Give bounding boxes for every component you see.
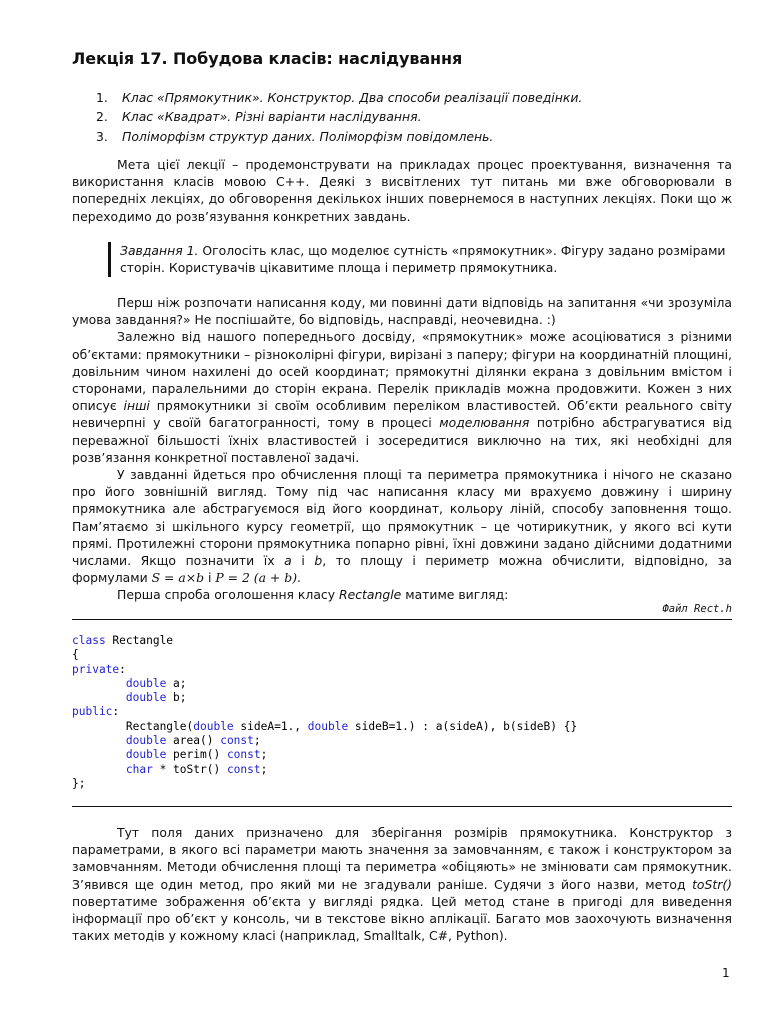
keyword: public: [72, 705, 113, 719]
keyword: const: [220, 734, 254, 748]
text-run: Залежно від нашого попереднього досвіду, «прямокутник» може асоціюватися з різними об’єктами: прямокутники – різноколірні фігури, вирізані з паперу; фігури на координатній площині, довільним чином нахилені до осей координат; прямокутні ділянки екрана з довільним вмістом і сторонами, паралельними до сторін екрана. Перелік прикладів можна продовжити. Кожен з них описує: [72, 329, 732, 414]
text-run: Перша спроба оголошення класу: [117, 587, 340, 603]
area-formula: S = a×b: [151, 570, 205, 586]
paragraph: Перш ніж розпочати написання коду, ми повинні дати відповідь на запитання «чи зрозуміла умова завдання?» Не поспішайте, бо відповідь, насправді, неочевидна. :): [72, 295, 732, 328]
method-name: toStr(): [692, 876, 732, 892]
keyword: class: [72, 634, 106, 647]
emphasis: інші: [123, 398, 150, 414]
code-text: Rectangle(: [125, 719, 194, 733]
code-text: * toStr(): [152, 762, 227, 776]
code-text: Rectangle: [105, 634, 174, 647]
outline-item: [72, 107, 582, 126]
paragraph: [72, 466, 732, 586]
task-text: Оголосіть клас, що моделює сутність «прямокутник». Фігуру задано розмірами сторін. Користувачів цікавитиме площа і периметр прямокутника.: [120, 243, 726, 276]
keyword: double: [125, 676, 167, 690]
keyword: private: [72, 662, 120, 676]
emphasis: моделювання: [439, 415, 530, 431]
outline-number: 3.: [96, 128, 108, 144]
keyword: const: [226, 748, 261, 762]
code-text: :: [119, 662, 126, 676]
outline-item: [72, 88, 582, 107]
keyword: double: [125, 748, 167, 762]
page-number: 1: [722, 966, 730, 980]
code-listing: [72, 634, 577, 791]
code-top-rule: [72, 619, 732, 620]
lecture-outline: [72, 88, 582, 146]
text-run: , то площу і периметр можна обчислити, відповідно, за формулами: [72, 553, 732, 586]
keyword: double: [125, 691, 167, 705]
main-text: [72, 294, 732, 604]
code-bottom-rule: [72, 806, 732, 807]
variable: b: [314, 553, 323, 569]
keyword: double: [193, 719, 234, 733]
keyword: double: [125, 734, 167, 748]
intro-paragraph: Мета цієї лекції – продемонструвати на прикладах процес проектування, визначення та використання класів мовою С++. Деякі з висвітлених тут питань ми вже обговорювали в попередніх лекціях, до обговорення декількох інших повернемося в наступних лекціях. Поки що ж переходимо до розв’язування конкретних завдань.: [72, 157, 732, 224]
code-text: a;: [166, 676, 187, 690]
text-run: прямокутники зі своїм особливим переліком властивостей. Об’єкти реального світу невичерпні у своїй багатогранності, тому в процесі: [72, 398, 732, 431]
text-run: повертатиме зображення об’єкта у вигляді рядка. Цей метод стане в пригоді для виведення інформації про об’єкт у консоль, чи в текстове вікно аплікації. Багато мов заохочують визначення таких методів у кожному класі (наприклад, Smalltalk, C#, Python).: [72, 893, 732, 944]
task-box: [108, 242, 730, 277]
code-text: sideB=1.) : a(sideA), b(sideB) {}: [348, 719, 578, 733]
keyword: double: [307, 719, 349, 733]
text-run: потрібно абстрагуватися від переважної більшості їхніх властивостей і зосередитися виключно на тих, які необхідні для розв’язання конкретної поставленої задачі.: [72, 415, 732, 465]
page-title: Лекція 17. Побудова класів: наслідування: [72, 49, 463, 68]
paragraph: [72, 824, 732, 944]
code-text: ;: [253, 734, 261, 748]
text-run: .: [297, 570, 301, 586]
text-run: і: [204, 570, 216, 586]
text-run: матиме вигляд:: [401, 587, 509, 603]
text-run: У завданні йдеться про обчислення площі та периметра прямокутника і нічого не сказано про його зовнішній вигляд. Тому під час написання класу ми врахуємо довжину і ширину прямокутника але абстрагуємося від його координат, кольору ліній, способу заповнення тощо. Пам’ятаємо зі шкільного курсу геометрії, що прямокутник – це чотирикутник, у якого всі кути прямі. Протилежні сторони прямокутника попарно рівні, їхні довжини задано дійсними додатними числами. Якщо позначити їх: [72, 467, 732, 569]
keyword: char: [125, 762, 153, 776]
outline-number: 1.: [96, 90, 108, 105]
code-text: area(): [166, 734, 221, 748]
keyword: const: [226, 762, 261, 776]
code-text: b;: [166, 691, 187, 705]
code-text: ;: [260, 748, 268, 762]
file-label: Файл Rect.h: [662, 603, 732, 615]
paragraph: [72, 586, 732, 603]
text-run: і: [291, 553, 315, 569]
text-run: Тут поля даних призначено для зберігання розмірів прямокутника. Конструктор з параметрами, в якого всі параметри мають значення за замовчанням, є також і конструктором за замовчанням. Методи обчислення площі та периметра «обіцяють» не змінювати сам прямокутник. З’явився ще один метод, про який ми не згадували раніше. Судячи з його назви, метод: [72, 825, 732, 892]
outline-text: Клас «Прямокутник». Конструктор. Два способи реалізації поведінки.: [122, 90, 583, 105]
code-text: {: [72, 648, 79, 662]
code-text: perim(): [166, 748, 227, 762]
code-text: :: [112, 705, 120, 719]
class-name: Rectangle: [339, 587, 402, 603]
code-text: ;: [260, 762, 268, 776]
outline-text: Поліморфізм структур даних. Поліморфізм повідомлень.: [122, 128, 494, 144]
code-text: sideA=1.,: [233, 719, 308, 733]
variable: a: [284, 553, 292, 569]
task-label: Завдання 1.: [120, 243, 199, 258]
paragraph: [72, 328, 732, 466]
outline-item: [72, 127, 582, 146]
code-text: };: [72, 776, 86, 790]
outline-number: 2.: [96, 109, 108, 125]
outline-text: Клас «Квадрат». Різні варіанти наслідування.: [122, 109, 422, 125]
perimeter-formula: P = 2 (a + b): [215, 570, 298, 586]
